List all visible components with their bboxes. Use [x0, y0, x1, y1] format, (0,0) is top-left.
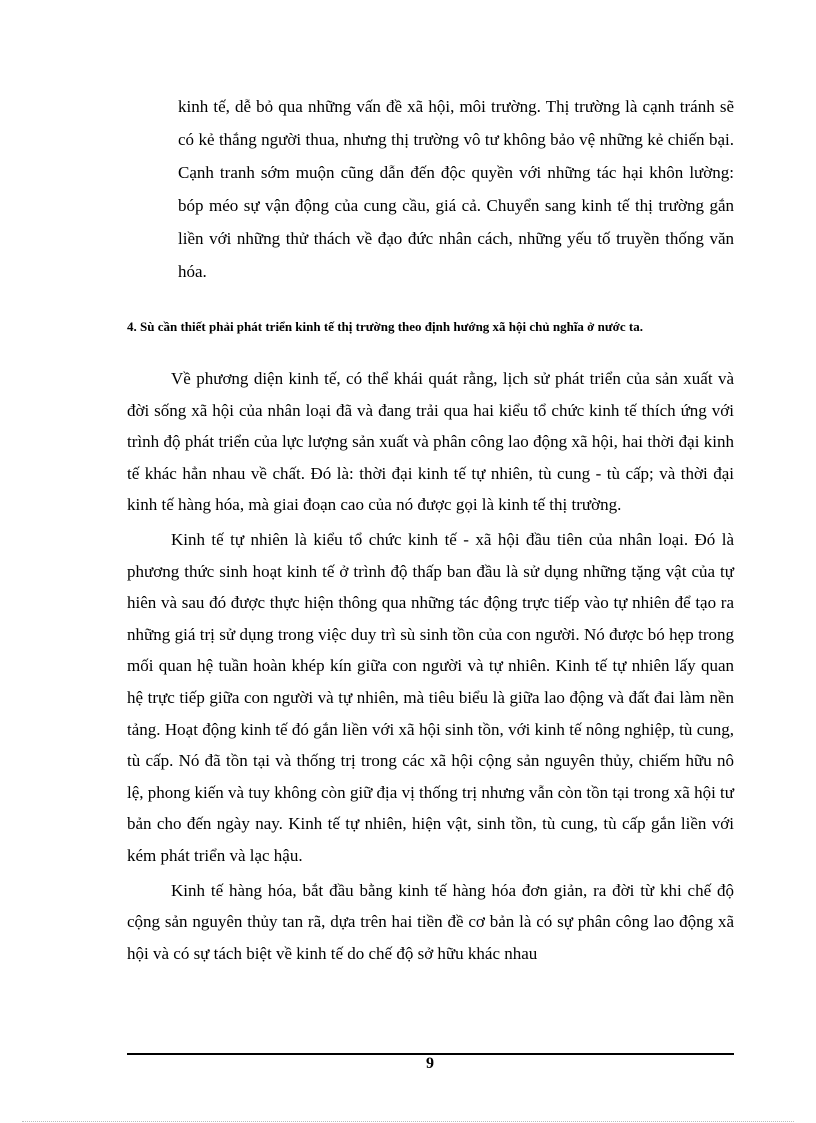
page-edge-divider	[22, 1121, 794, 1122]
quote-paragraph: kinh tế, dễ bỏ qua những vấn đề xã hội, môi trường. Thị trường là cạnh tránh sẽ có kẻ thắng người thua, nhưng thị trường vô tư không bảo vệ những kẻ chiến bại. Cạnh tranh sớm muộn cũng dẫn đến độc quyền với những tác hại khôn lường: bóp méo sự vận động của cung cầu, giá cả. Chuyển sang kinh tế thị trường gắn liền với những thử thách về đạo đức nhân cách, những yếu tố truyền thống văn hóa.	[178, 97, 734, 281]
body-text	[127, 363, 734, 972]
section-heading: 4. Sù cần thiết phải phát triển kinh tế thị trường theo định hướng xã hội chủ nghĩa ở nước ta.	[127, 319, 643, 334]
paragraph-3: Kinh tế hàng hóa, bắt đầu bằng kinh tế hàng hóa đơn giản, ra đời từ khi chế độ cộng sản nguyên thủy tan rã, dựa trên hai tiền đề cơ bản là có sự phân công lao động xã hội và có sự tách biệt về kinh tế do chế độ sở hữu khác nhau	[127, 880, 734, 963]
indented-quote-block	[178, 90, 734, 288]
page-number: 9	[426, 1055, 434, 1072]
paragraph-2: Kinh tế tự nhiên là kiểu tổ chức kinh tế - xã hội đầu tiên của nhân loại. Đó là phương thức sinh hoạt kinh tế ở trình độ thấp ban đầu là sử dụng những tặng vật của tự hiên và sau đó được thực hiện thông qua những tác động trực tiếp vào tự nhiên để tạo ra những giá trị sử dụng trong việc duy trì sù sinh tồn của con người. Nó được bó hẹp trong mối quan hệ tuần hoàn khép kín giữa con người và tự nhiên. Kinh tế tự nhiên lấy quan hệ trực tiếp giữa con người và tự nhiên, mà tiêu biểu là giữa lao động và đất đai làm nền tảng. Hoạt động kinh tế đó gắn liền với xã hội sinh tồn, với kinh tế nông nghiệp, tù cung, tù cấp. Nó đã tồn tại và thống trị trong các xã hội cộng sản nguyên thủy, chiếm hữu nô lệ, phong kiến và tuy không còn giữ địa vị thống trị nhưng vẫn còn tồn tại trong xã hội tư bản cho đến ngày nay. Kinh tế tự nhiên, hiện vật, sinh tồn, tù cung, tù cấp gắn liền với kém phát triển và lạc hậu.	[127, 529, 734, 865]
paragraph-1: Về phương diện kinh tế, có thể khái quát rằng, lịch sử phát triển của sản xuất và đời sống xã hội của nhân loại đã và đang trải qua hai kiểu tổ chức kinh tế thích ứng với trình độ phát triển của lực lượng sản xuất và phân công lao động xã hội, hai thời đại kinh tế khác hẳn nhau về chất. Đó là: thời đại kinh tế tự nhiên, tù cung - tù cấp; và thời đại kinh tế hàng hóa, mà giai đoạn cao của nó được gọi là kinh tế thị trường.	[127, 369, 734, 515]
